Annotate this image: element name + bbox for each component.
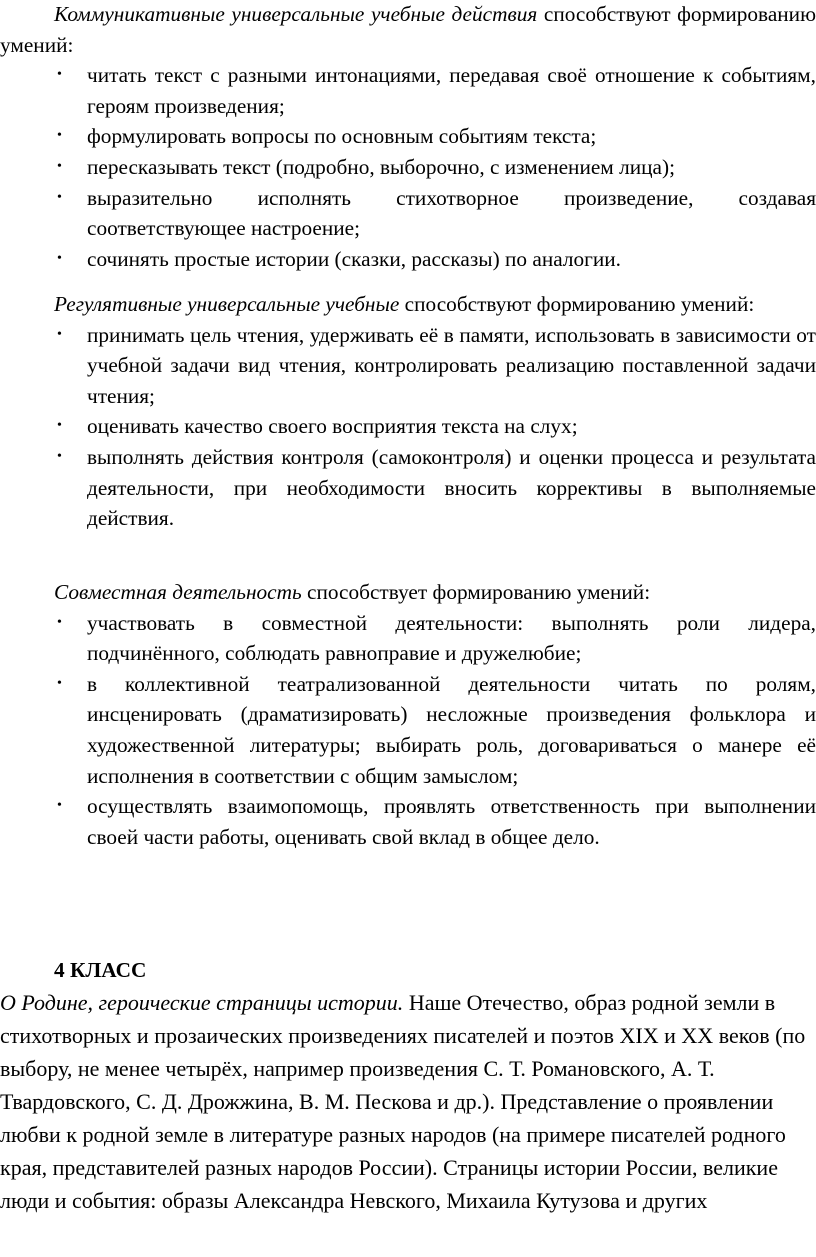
list-item-text: выразительно исполнять стихотворное произведение, создавая соответствующее настроение; bbox=[87, 185, 816, 241]
bullet-icon: • bbox=[57, 128, 62, 144]
list-item-text: сочинять простые истории (сказки, рассказы) по аналогии. bbox=[87, 246, 621, 271]
regulative-list bbox=[0, 320, 816, 534]
regulative-lead bbox=[0, 289, 816, 320]
list-item-text: в коллективной театрализованной деятельности читать по ролям, инсценировать (драматизировать) несложные произведения фольклора и художественной литературы; выбирать роль, договариваться о манере её исполнения в соответствии с общим замыслом; bbox=[87, 671, 816, 788]
list-item bbox=[0, 60, 816, 121]
bullet-icon: • bbox=[57, 614, 62, 630]
grade4-body: Наше Отечество, образ родной земли в стихотворных и прозаических произведениях писателей и поэтов XIX и XX веков (по выбору, не менее четырёх, например произведения С. Т. Романовского, А. Т. Твардовского, С. Д. Дрожжина, В. М. Пескова и др.). Представление о проявлении любви к родной земле в литературе разных народов (на примере писателей родного края, представителей разных народов России). Страницы истории России, великие люди и события: образы Александра Невского, Михаила Кутузова и других bbox=[0, 990, 806, 1213]
communicative-lead-rest: способствуют формированию умений: bbox=[0, 2, 816, 57]
joint-activity-section bbox=[0, 577, 816, 852]
bullet-icon: • bbox=[57, 67, 62, 83]
list-item-text: выполнять действия контроля (самоконтроля) и оценки процесса и результата деятельности, при необходимости вносить коррективы в выполняемые действия. bbox=[87, 444, 816, 531]
list-item bbox=[0, 411, 816, 442]
list-item-text: участвовать в совместной деятельности: выполнять роли лидера, подчинённого, соблюдать равноправие и дружелюбие; bbox=[87, 610, 816, 666]
list-item bbox=[0, 669, 816, 791]
bullet-icon: • bbox=[57, 448, 62, 464]
regulative-lead-italic: Регулятивные универсальные учебные bbox=[54, 292, 400, 316]
grade4-paragraph bbox=[0, 986, 816, 1217]
bullet-icon: • bbox=[57, 250, 62, 266]
regulative-section bbox=[0, 289, 816, 534]
list-item-text: оценивать качество своего восприятия текста на слух; bbox=[87, 414, 578, 439]
joint-list bbox=[0, 608, 816, 853]
bullet-icon: • bbox=[57, 675, 62, 691]
joint-lead-rest: способствует формированию умений: bbox=[301, 580, 651, 604]
bullet-icon: • bbox=[57, 326, 62, 342]
list-item bbox=[0, 152, 816, 183]
list-item-text: читать текст с разными интонациями, передавая своё отношение к событиям, героям произведения; bbox=[87, 63, 816, 118]
section-heading: 4 КЛАСС bbox=[54, 958, 147, 982]
list-item-text: формулировать вопросы по основным событиям текста; bbox=[87, 124, 597, 149]
regulative-lead-rest: способствуют формированию умений: bbox=[399, 292, 755, 316]
list-item bbox=[0, 121, 816, 152]
communicative-lead bbox=[0, 0, 816, 60]
list-item bbox=[0, 608, 816, 669]
list-item-text: пересказывать текст (подробно, выборочно, с изменением лица); bbox=[87, 154, 675, 179]
joint-lead-italic: Совместная деятельность bbox=[54, 580, 302, 604]
grade4-heading-block bbox=[0, 955, 816, 986]
list-item-text: принимать цель чтения, удерживать её в памяти, использовать в зависимости от учебной задачи вид чтения, контролировать реализацию поставленной задачи чтения; bbox=[87, 322, 816, 408]
list-item-text: осуществлять взаимопомощь, проявлять ответственность при выполнении своей части работы, оценивать свой вклад в общее дело. bbox=[87, 794, 816, 849]
list-item bbox=[0, 442, 816, 534]
communicative-section bbox=[0, 0, 816, 274]
bullet-icon: • bbox=[57, 158, 62, 174]
communicative-lead-italic: Коммуникативные универсальные учебные действия bbox=[54, 2, 538, 26]
bullet-icon: • bbox=[57, 798, 62, 814]
list-item bbox=[0, 320, 816, 412]
list-item bbox=[0, 183, 816, 244]
bullet-icon: • bbox=[57, 418, 62, 434]
grade4-paragraph-block bbox=[0, 986, 816, 1217]
list-item bbox=[0, 791, 816, 852]
joint-lead bbox=[0, 577, 816, 608]
communicative-list bbox=[0, 60, 816, 274]
list-item bbox=[0, 244, 816, 275]
grade4-lead-italic: О Родине, героические страницы истории. bbox=[0, 990, 404, 1015]
bullet-icon: • bbox=[57, 189, 62, 205]
